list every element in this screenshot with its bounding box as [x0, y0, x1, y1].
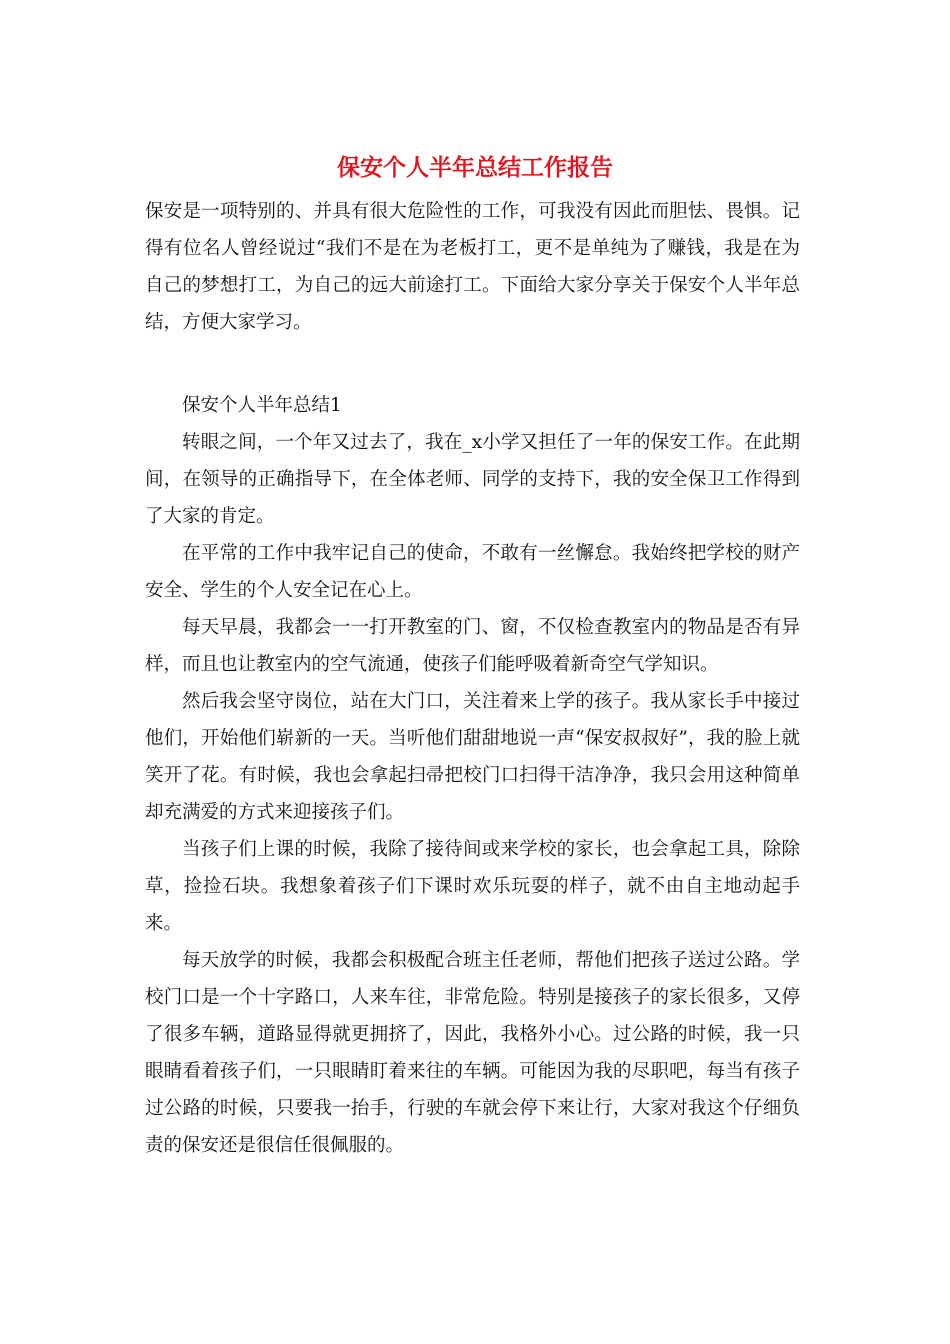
section-heading: 保安个人半年总结1 [182, 395, 342, 416]
document-title: 保安个人半年总结工作报告 [337, 154, 613, 181]
body-paragraph: 转眼之间，一个年又过去了，我在_x小学又担任了一年的保安工作。在此期间，在领导的正确指导下，在全体老师、同学的支持下，我的安全保卫工作得到了大家的肯定。 [145, 432, 800, 527]
body-paragraph: 然后我会坚守岗位，站在大门口，关注着来上学的孩子。我从家长手中接过他们，开始他们崭新的一天。当听他们甜甜地说一声“保安叔叔好”，我的脸上就笑开了花。有时候，我也会拿起扫帚把校门口扫得干洁净净，我只会用这种简单却充满爱的方式来迎接孩子们。 [145, 691, 800, 823]
document-body [145, 193, 800, 1164]
body-paragraph: 每天早晨，我都会一一打开教室的门、窗，不仅检查教室内的物品是否有异样，而且也让教室内的空气流通，使孩子们能呼吸着新奇空气学知识。 [145, 617, 800, 675]
intro-paragraph: 保安是一项特别的、并具有很大危险性的工作，可我没有因此而胆怯、畏惧。记得有位名人曾经说过“我们不是在为老板打工，更不是单纯为了赚钱，我是在为自己的梦想打工，为自己的远大前途打工。下面给大家分享关于保安个人半年总结，方便大家学习。 [145, 201, 800, 333]
paragraph-spacer [145, 350, 800, 387]
body-paragraph: 每天放学的时候，我都会积极配合班主任老师，帮他们把孩子送过公路。学校门口是一个十字路口，人来车往，非常危险。特别是接孩子的家长很多，又停了很多车辆，道路显得就更拥挤了，因此，我格外小心。过公路的时候，我一只眼睛看着孩子们，一只眼睛盯着来往的车辆。可能因为我的尽职吧，每当有孩子过公路的时候，只要我一抬手，行驶的车就会停下来让行，大家对我这个仔细负责的保安还是很信任很佩服的。 [145, 950, 800, 1156]
body-paragraph: 当孩子们上课的时候，我除了接待间或来学校的家长，也会拿起工具，除除草，捡捡石块。我想象着孩子们下课时欢乐玩耍的样子，就不由自主地动起手来。 [145, 839, 800, 934]
body-paragraph: 在平常的工作中我牢记自己的使命，不敢有一丝懈怠。我始终把学校的财产安全、学生的个人安全记在心上。 [145, 543, 800, 601]
